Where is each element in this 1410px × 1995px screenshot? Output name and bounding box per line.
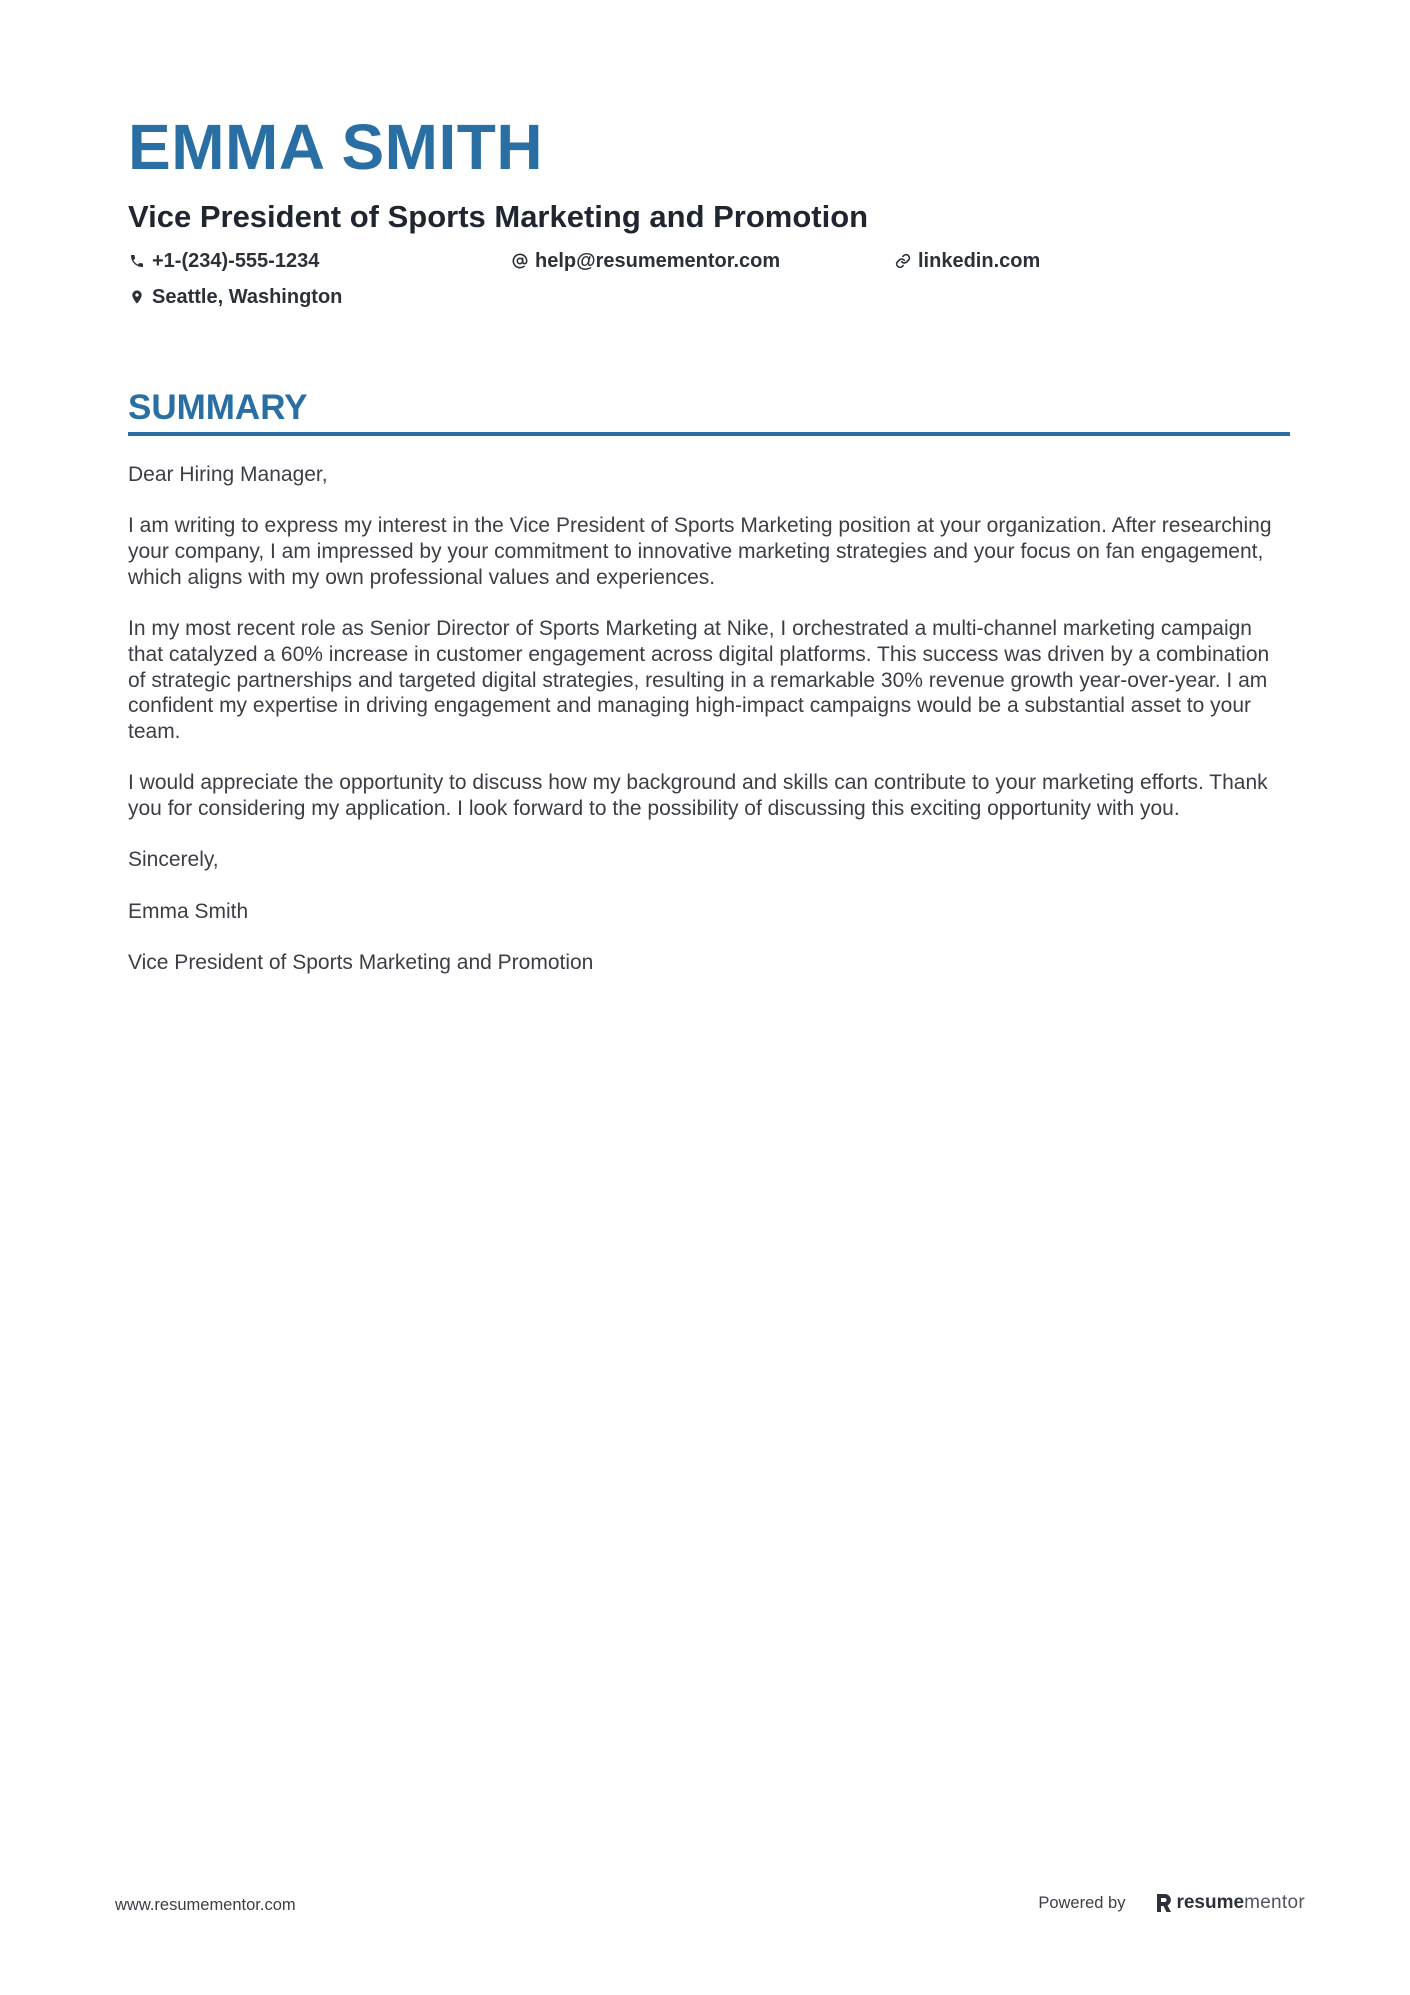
candidate-job-title: Vice President of Sports Marketing and Promotion	[128, 199, 869, 234]
map-pin-icon	[128, 288, 146, 306]
letter-paragraph: In my most recent role as Senior Director of Sports Marketing at Nike, I orchestrated a multi-channel marketing campaign that catalyzed a 60% increase in customer engagement across digital platforms. This success was driven by a combination of strategic partnerships and targeted digital strategies, resulting in a remarkable 30% revenue growth year-over-year. I am confident my expertise in driving engagement and managing high-impact campaigns would be a substantial asset to your team.	[128, 617, 1270, 743]
signature-name: Emma Smith	[128, 899, 249, 923]
contact-info	[128, 248, 1288, 310]
summary-section	[128, 386, 1290, 1002]
letter-paragraph: I am writing to express my interest in the Vice President of Sports Marketing position at your organization. After researching your company, I am impressed by your commitment to innovative marketing strategies and your focus on fan engagement, which aligns with my own professional values and experiences.	[128, 514, 1272, 589]
contact-phone	[128, 248, 511, 274]
contact-email	[511, 248, 894, 274]
website-link[interactable]: linkedin.com	[918, 250, 1041, 272]
brand-name-strong: resume	[1176, 1892, 1245, 1913]
section-heading: SUMMARY	[128, 388, 308, 427]
resume-header	[128, 110, 1288, 310]
powered-by-label: Powered by	[1038, 1893, 1126, 1912]
page-footer	[115, 1892, 1305, 1920]
phone-number: +1-(234)-555-1234	[152, 250, 320, 272]
at-sign-icon	[511, 252, 529, 270]
email-address[interactable]: help@resumementor.com	[535, 250, 781, 272]
phone-icon	[128, 252, 146, 270]
footer-branding	[1038, 1892, 1305, 1914]
link-icon	[894, 252, 912, 270]
letter-greeting: Dear Hiring Manager,	[128, 463, 328, 486]
footer-url[interactable]: www.resumementor.com	[115, 1896, 296, 1914]
resumementor-logo-icon	[1155, 1892, 1173, 1914]
section-divider	[128, 432, 1290, 436]
contact-website	[894, 248, 1194, 274]
contact-location	[128, 284, 511, 310]
signature-title: Vice President of Sports Marketing and Promotion	[128, 951, 594, 975]
candidate-name: EMMA SMITH	[128, 111, 544, 183]
location-text: Seattle, Washington	[152, 286, 343, 308]
brand-logo[interactable]	[1155, 1892, 1305, 1914]
letter-body	[128, 462, 1290, 976]
brand-name-light: mentor	[1244, 1892, 1305, 1913]
letter-paragraph: I would appreciate the opportunity to discuss how my background and skills can contribute to your marketing efforts. Thank you for considering my application. I look forward to the possibility of discussing this exciting opportunity with you.	[128, 771, 1268, 821]
letter-closing: Sincerely,	[128, 848, 219, 872]
